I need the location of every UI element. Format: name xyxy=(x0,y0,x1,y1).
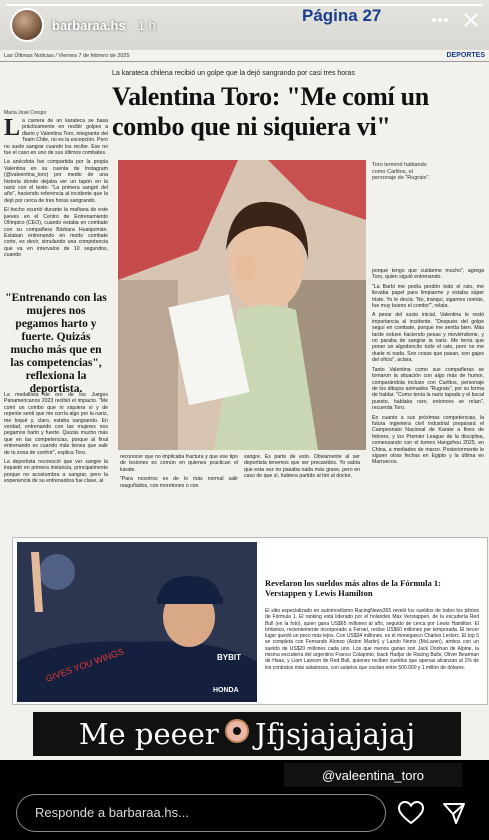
mention-sticker[interactable]: @valeentina_toro xyxy=(284,763,462,787)
paragraph: El hecho ocurrió durante la mañana de este jueves en el Centro de Entrenamiento Olímpico (CEO), cuando estaba en combate con su compañera Bárbara Huaiquimán. Estaban entrenando en modo combate corto, es decir, simulando una competencia que va en intervalos de 10 segundos, cuando xyxy=(4,207,108,259)
photo-caption: Toro terminó hablando como Carlitos, el personaje de "Rugrats". xyxy=(372,162,431,181)
donut-icon xyxy=(223,717,251,752)
article-author: María José Crespo xyxy=(4,110,47,116)
karateca-photo xyxy=(118,160,366,450)
f1-body: El sitio especializado en automovilismo RacingNews365 reveló los sueldos de todos los pilotos de Fórmula 1. El ranking está liderado por el holandés Max Verstappen, de la escudería Red Bull (en la foto), quien gana US$65 millones al año, seguido de cerca por Lewis Hamilton. El británico, recientemente incorporado a Ferrari, recibe US$60 millones por temporada. El tercer lugar quedó un poco más lejos. Con US$34 millones, es el monegasco Charles Leclerc. El top 5 se completa con Fernando Alonso (Aston Martin) y Lando Norris (McLaren), ambos con un sueldo de US$20 millones cada uno. Los que menos ganan son Jack Doohan de Alpine, la misma escudería del argentino Franco Colapinto; Isack Hadjar de Racing Bulls; Oliver Bearman de Haas, y Liam Lawson de Red Bull, quienes reciben sueldos que apenas alcanzan al 1% de los contratos más salariosos, con salarios que oscilan entre 500.000 y 1 millón de dólares. xyxy=(265,608,479,671)
paragraph: a carrera de un karateca se basa prácticamente en recibir golpes a diario y Valentina Toro, integrante del Team Chile, no es la excepción. Pero no suele sangrar cuando los recibe. Ese no fue el caso en uno de sus últimos combates. xyxy=(4,118,108,157)
dateline: Las Últimas Noticias / Viernes 7 de febrero de 2025 xyxy=(0,50,489,62)
paragraph: En cuanto a sus próximas competencias, la futura ingeniera civil industrial preparará el Campeonato Nacional de Karate a fines de febrero, y los Premier League de la disciplina, comenzando con el torneo Hangzhou 2025, en China, a mediados de marzo. Posteriormente le siguen otras fechas en Egipto y la última en Marruecos. xyxy=(372,414,484,466)
pull-quote: "Entrenando con las mujeres nos pegamos harto y fuerte. Quizás mucho más que en las competencias", reflexiona la deportista. xyxy=(5,292,107,395)
reply-input[interactable]: Responde a barbaraa.hs... xyxy=(16,794,386,832)
paragraph: sangre. Es parte de esto. Obviamente al ser deportista tenemos que ser precavidos. Yo sabía que esta vez no pasaba nada más grave, pero en caso de que sí, hubiera partido al tiro al doctor, xyxy=(244,454,360,480)
close-icon[interactable] xyxy=(463,12,479,28)
drop-cap: L xyxy=(4,115,21,141)
paragraph: La deportista reconoció que ver sangre la inquietó en primera instancia, principalmente porque no acostumbra a sangrar, pero la experiencia de su entrenadora fue clave, al xyxy=(4,459,108,485)
article-column-2 xyxy=(120,454,238,492)
article-kicker: La karateca chilena recibió un golpe que la dejó sangrando por casi tres horas xyxy=(112,70,355,77)
article-column-1 xyxy=(4,115,108,262)
send-icon[interactable] xyxy=(442,801,466,830)
page-label: Página 27 xyxy=(302,6,382,25)
paragraph: La anécdota fue compartida por la propia Valentina en su cuenta de Instagram (@valeentina_toro) por medio de una historia donde dejaba ver un tapón en la nariz con el texto: "La primera sangré del año", haciendo referencia al incidente que la dejó por cerca de tres horas sangrando. xyxy=(4,159,108,204)
article-column-3 xyxy=(244,454,360,483)
text-sticker xyxy=(33,712,461,756)
paragraph: reconocer que no implicaba fractura y que ese tipo de lesiones es común en quienes practican el karate. xyxy=(120,454,238,473)
story-top-controls xyxy=(431,12,479,28)
more-options-icon[interactable] xyxy=(431,17,449,23)
paragraph: porque tengo que cuidarme mucho", agrega Toro, quien siguió entrenando. xyxy=(372,268,484,281)
username[interactable]: barbaraa.hs xyxy=(52,17,126,33)
paragraph: "Para nosotros es de lo más normal salir rasguñados, con moretones o con xyxy=(120,476,238,489)
svg-text:GIVES YOU WINGS: GIVES YOU WINGS xyxy=(44,646,126,684)
time-ago: 1 h xyxy=(137,17,156,33)
article-headline: Valentina Toro: "Me comí un combo que ni siquiera vi" xyxy=(112,82,429,141)
avatar[interactable] xyxy=(10,8,44,42)
paragraph: A pesar del susto inicial, Valentina le restó importancia al incidente. "Después del golpe seguí en combate, porque me sentía bien. Más tarde estuve haciendo pesas y moviéndome, y no paraba de sangrar la nariz. Me tenía que poner un algodoncito todo el rato, pero no me duele ni nada. Son cosas que pasan, son gajes del oficio", aclara. xyxy=(372,312,484,364)
article-column-4 xyxy=(372,268,484,469)
svg-text:HONDA: HONDA xyxy=(213,687,239,694)
sticker-text-2: Jfjsjajajajaj xyxy=(254,717,416,751)
verstappen-photo xyxy=(17,542,257,702)
story-progress-bar xyxy=(6,4,483,6)
paragraph: "La Barbi me pedía perdón todo el rato, me llevaba papel para limpiarme y estaba súper triste. Yo le decía: 'No, tranqui, sigamos nomás, fue muy bueno el combo'", relata. xyxy=(372,283,484,310)
f1-headline: Revelaron los sueldos más altos de la Fórmula 1: Verstappen y Lewis Hamilton xyxy=(265,578,441,598)
svg-text:BYBIT: BYBIT xyxy=(217,653,241,662)
paragraph: La medallista de oro de los Juegos Panamericanos 2023 recibió el impacto. "Me comí un combo que ni siquiera vi y de repente sentí que me corría algo por la nariz, me toqué y, claro, estaba sangrando. En verdad, entrenando con las mujeres nos pegamos harto y fuerte. Quizás mucho más que en las competencias, porque al final entrenando es cuando más tienes que salir de tu zona de confort", explica Toro. xyxy=(4,392,108,456)
heart-icon[interactable] xyxy=(398,801,424,830)
story-header xyxy=(10,8,156,42)
paragraph: Tanto Valentina como sus compañeras se tomaron la situación con algo más de humor, comparándola incluso con Carlitos, personaje de los dibujos animados "Rugrats", por su forma de hablar. "Como tenía la nariz tapada y el bucal puesto, hablaba raro, entonces se reían", recuerda Toro. xyxy=(372,366,484,412)
f1-news-box xyxy=(12,537,488,705)
story-progress-fill xyxy=(6,4,483,6)
article-column-1b xyxy=(4,392,108,488)
sticker-text: Me peeer xyxy=(78,717,219,751)
section-tag: DEPORTES xyxy=(446,52,485,59)
